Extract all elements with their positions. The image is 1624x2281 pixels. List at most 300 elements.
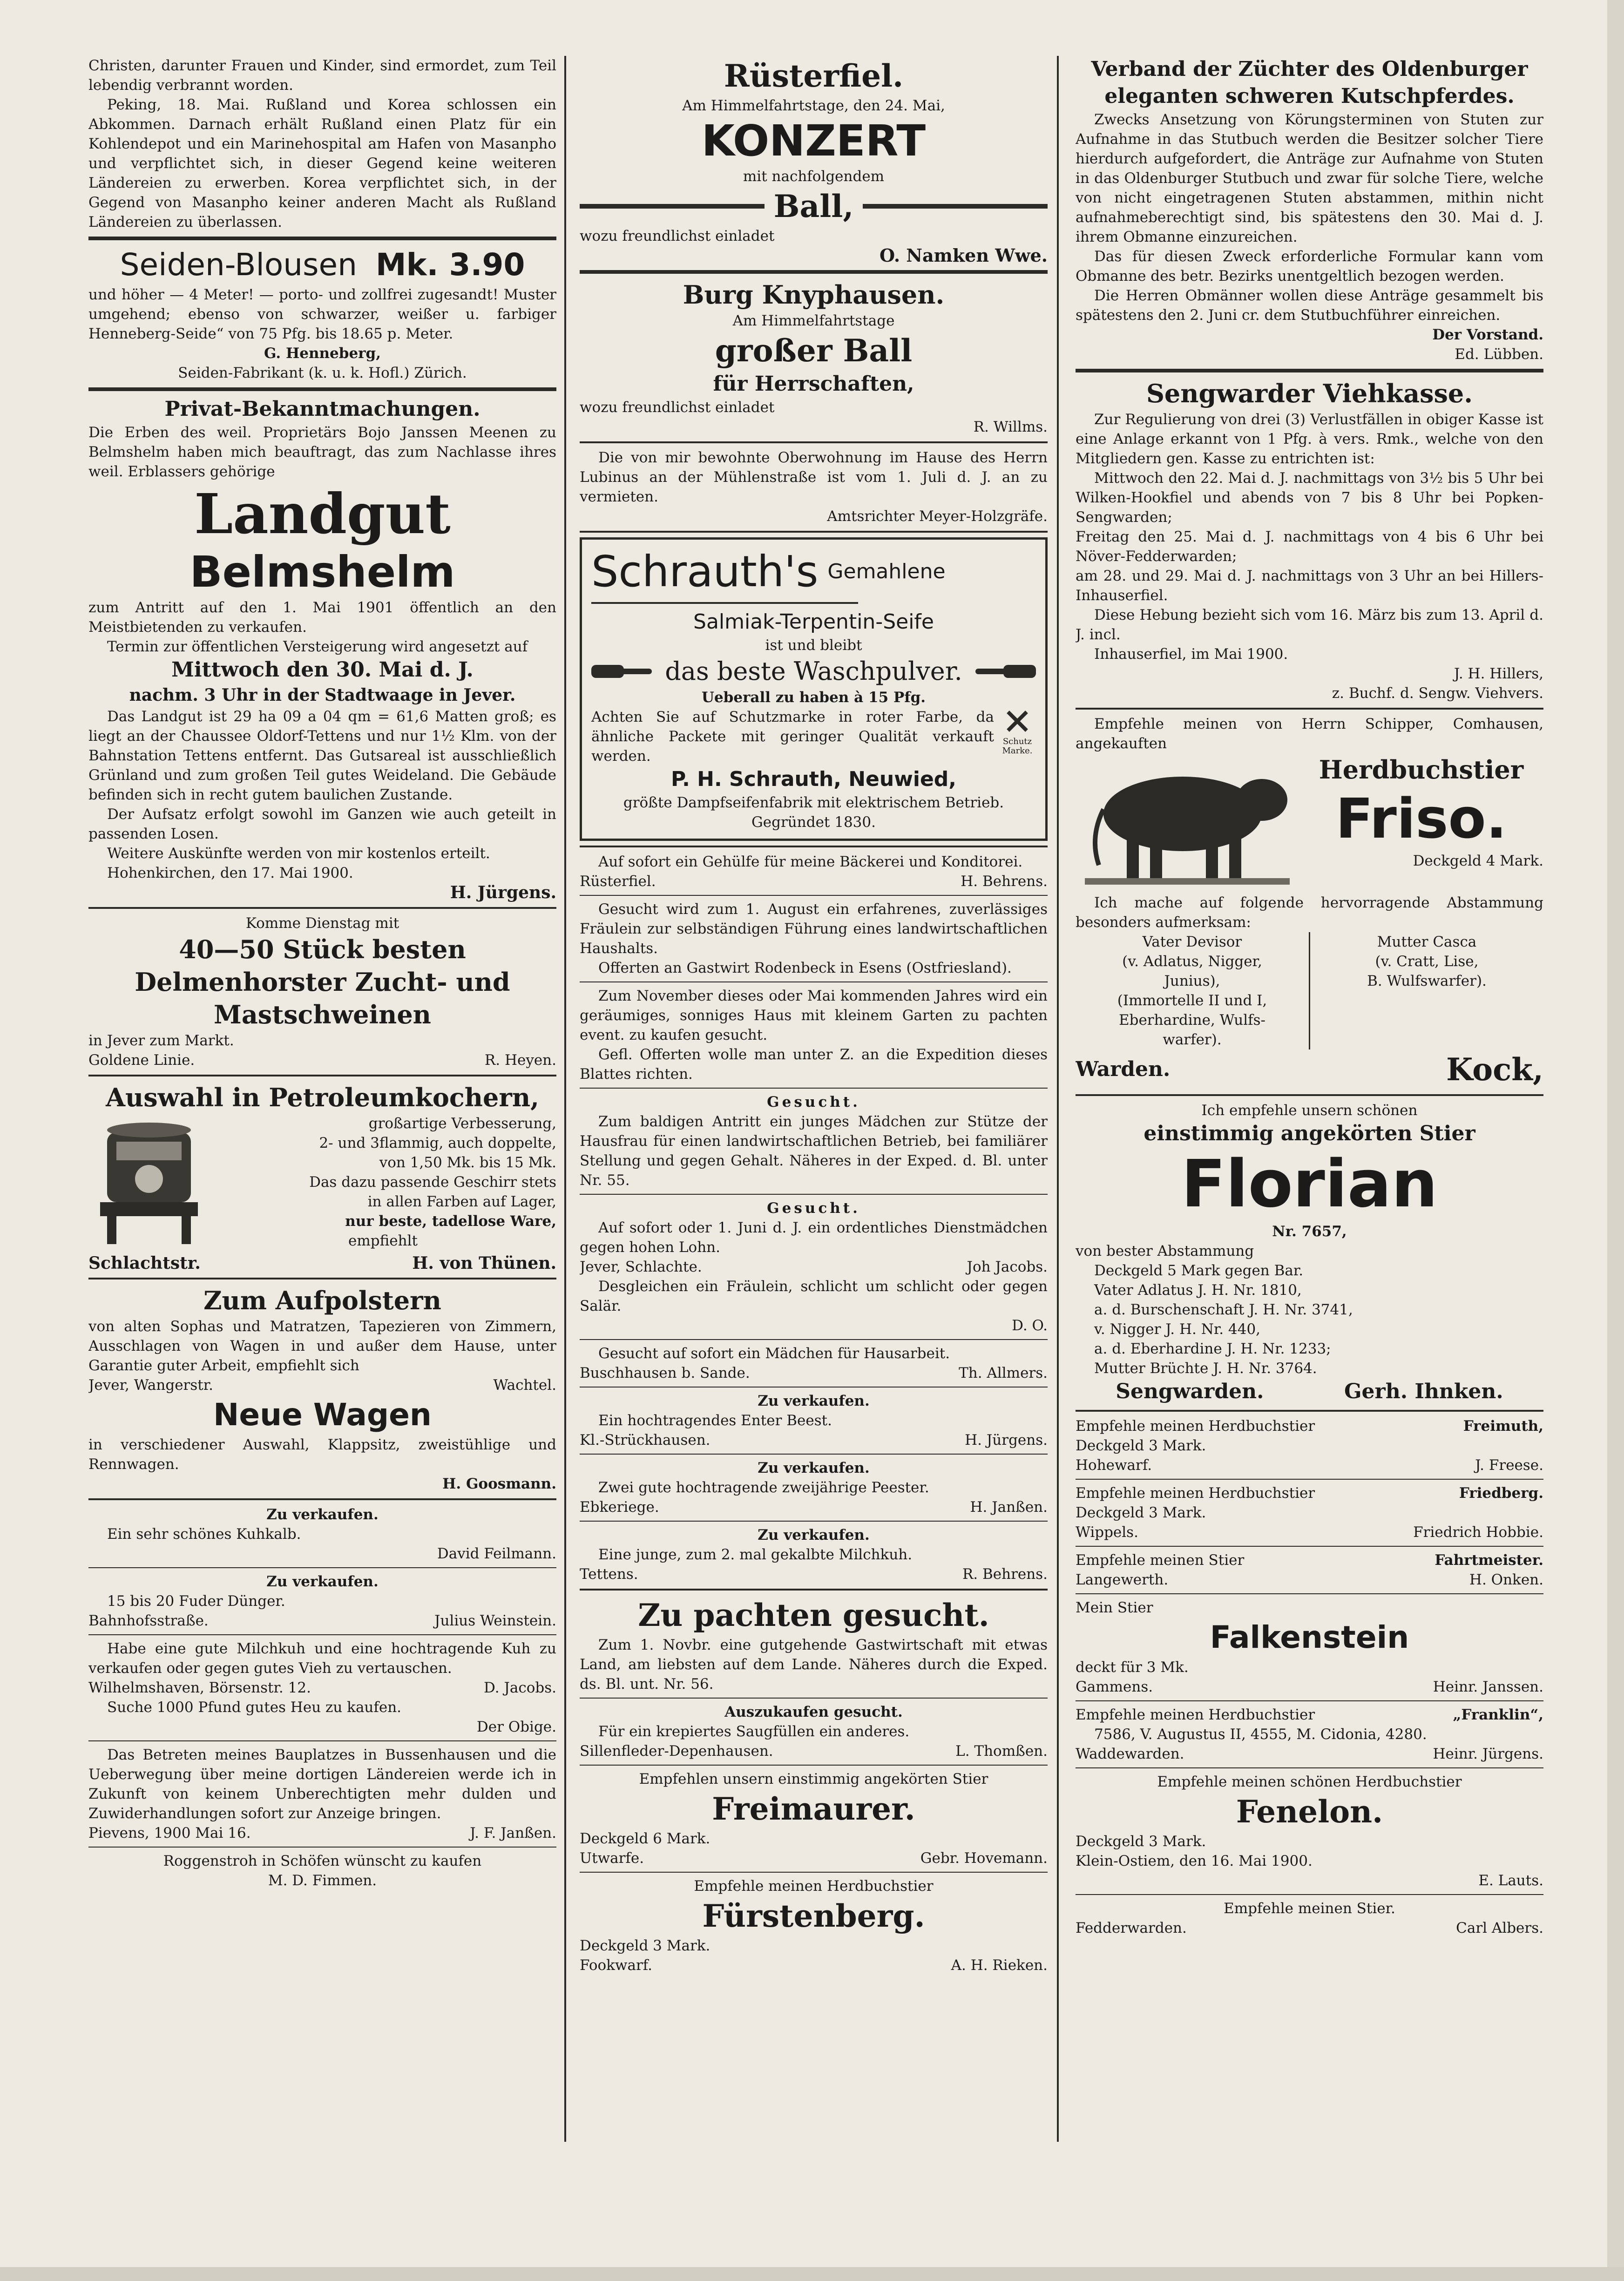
divider (580, 981, 1048, 982)
landgut-text: Das Landgut ist 29 ha 09 a 04 qm = 61,6 Matten groß; es liegt an der Chaussee Oldorf-Tettens und nur 1½ Klm. von der Bahnstation Tettens entfernt. Das Gutsareal ist ausschließlich Grünland und zum großen Teil gutes Weideland. Die Gebäude befinden sich in recht gutem baulichen Zustande. (88, 708, 556, 803)
divider (580, 1387, 1048, 1388)
ad-text: Deckgeld 3 Mark. (1076, 1437, 1206, 1454)
ad-text: 15 bis 20 Fuder Dünger. (107, 1593, 285, 1610)
ornament-rule (580, 204, 765, 209)
signature: A. H. Rieken. (951, 1957, 1048, 1974)
neue-wagen-heading: Neue Wagen (213, 1397, 432, 1433)
signature: H. Goosmann. (442, 1476, 556, 1492)
ad-text: Desgleichen ein Fräulein, schlicht um schlicht oder gegen Salär. (580, 1278, 1048, 1314)
belmshelm-heading: Belmshelm (189, 547, 455, 597)
small-heading: Auszukaufen gesucht. (724, 1704, 903, 1720)
signature: H. Jürgens. (450, 883, 556, 902)
ad-text: Am Himmelfahrtstage, den 24. Mai, (682, 97, 945, 114)
place: Utwarfe. (580, 1850, 644, 1867)
ad-text: Empfehle meinen von Herrn Schipper, Comhausen, angekauften (1076, 716, 1543, 752)
antritt-text: zum Antritt auf den 1. Mai 1901 öffentlich an den Meistbietenden zu verkaufen. (88, 599, 556, 636)
stove-illustration (88, 1114, 210, 1253)
divider (88, 907, 556, 909)
signature-row (1076, 1455, 1543, 1475)
waschpulver-row (591, 655, 1036, 688)
ad-line (1076, 1416, 1543, 1436)
ad-text: Empfehle meinen schönen Herdbuchstier (1157, 1773, 1462, 1790)
pedigree-line: Junius), (1164, 973, 1220, 989)
divider (580, 846, 1048, 847)
ad-text: Zum November dieses oder Mai kommenden Jahres wird ein geräumiges, sonniges Haus mit kleinem Garten zu pachten event. zu kaufen gesucht. (580, 988, 1048, 1043)
signature: L. Thomßen. (955, 1743, 1048, 1760)
delmenhorster-heading: Delmenhorster Zucht- und (135, 967, 510, 997)
divider (88, 1634, 556, 1635)
place: Gammens. (1076, 1679, 1153, 1695)
ad-text: Auf sofort ein Gehülfe für meine Bäckerei und Konditorei. (598, 853, 1023, 870)
ad-text: Deckgeld 3 Mark. (1076, 1833, 1206, 1850)
ad-text: Achten Sie auf Schutzmarke in roter Farbe, da ähnliche Packete mit geringer Qualität verkauft werden. (591, 709, 994, 765)
ad-text: Empfehle meinen Stier. (1224, 1900, 1395, 1917)
ad-text: 7586, V. Augustus II, 4555, M. Cidonia, 4280. (1094, 1726, 1427, 1743)
pedigree-table (1076, 932, 1543, 1049)
signature: Der Vorstand. (1432, 326, 1543, 343)
gemahlene-text: Gemahlene (827, 560, 946, 583)
friso-ad (1076, 753, 1543, 893)
komme-text: Komme Dienstag mit (245, 915, 399, 932)
divider (580, 1872, 1048, 1873)
ad-text: Zum baldigen Antritt ein junges Mädchen zur Stütze der Hausfrau für einen landwirtschaftlichen Betrieb, bei familiärer Stellung und gegen Gehalt. Näheres in der Exped. d. Bl. unter Nr. 55. (580, 1113, 1048, 1189)
signature-row (1076, 1049, 1543, 1090)
pedigree-line: Vater Devisor (1142, 934, 1242, 950)
ad-text: Empfehle meinen Herdbuchstier (1076, 1706, 1315, 1723)
place: Ebkeriege. (580, 1499, 659, 1516)
place: Rüsterfiel. (580, 873, 656, 890)
termin-line: Freitag den 25. Mai d. J. nachmittags von 4 bis 6 Uhr bei Növer-Fedderwarden; (1076, 528, 1543, 565)
signature: H. Jürgens. (965, 1432, 1048, 1448)
signature: Julius Weinstein. (434, 1612, 556, 1629)
signature-row (580, 1430, 1048, 1450)
place: Buschhausen b. Sande. (580, 1365, 750, 1381)
ad-text: Nr. 7657, (1272, 1223, 1347, 1240)
signature-row (580, 1956, 1048, 1975)
pedigree-vater (1076, 932, 1310, 1049)
ad-line (1076, 1550, 1543, 1570)
ad-text: Ein hochtragendes Enter Beest. (598, 1412, 832, 1429)
ad-text: Zwei gute hochtragende zweijährige Peester. (598, 1479, 929, 1496)
ad-text: Ich empfehle unsern schönen (1201, 1102, 1418, 1119)
jever-markt: in Jever zum Markt. (88, 1032, 234, 1049)
divider (88, 1278, 556, 1279)
salmiak-text: Salmiak-Terpentin-Seife (693, 610, 934, 634)
ad-text: Empfehlen unsern einstimmig angekörten Stier (639, 1771, 988, 1787)
signature: D. O. (1012, 1317, 1048, 1334)
blousen-text: und höher — 4 Meter! — porto- und zollfrei zugesandt! Muster umgehend; ebenso von schwarzer, weißer u. farbiger Henneberg-Seide“ von 75 Pfg. bis 18.65 p. Meter. (88, 286, 556, 342)
landgut-heading: Landgut (194, 481, 451, 546)
ad-text: wozu freundlichst einladet (580, 228, 775, 244)
signature: Heinr. Janssen. (1433, 1679, 1543, 1695)
friso-title (1299, 753, 1543, 871)
column-3 (1076, 56, 1543, 2142)
divider (591, 602, 858, 604)
ad-text: Klein-Ostiem, den 16. Mai 1900. (1076, 1853, 1313, 1869)
verband-heading: Verband der Züchter des Oldenburger (1091, 57, 1528, 81)
place: Bahnhofsstraße. (88, 1612, 209, 1629)
signature: R. Behrens. (962, 1566, 1048, 1583)
ad-text: Auf sofort oder 1. Juni d. J. ein ordentliches Dienstmädchen gegen hohen Lohn. (580, 1219, 1048, 1256)
ad-text: Gesucht auf sofort ein Mädchen für Hausarbeit. (598, 1345, 950, 1362)
small-heading: Zu verkaufen. (266, 1573, 379, 1590)
aufpolstern-text: von alten Sophas und Matratzen, Tapezieren von Zimmern, Ausschlagen von Wagen in und außer dem Hause, unter Garantie guter Arbeit, empfiehlt sich (88, 1318, 556, 1374)
pedigree-line: v. Nigger J. H. Nr. 440, (1094, 1321, 1261, 1338)
place: Langewerth. (1076, 1571, 1169, 1588)
termin-line: Mittwoch den 22. Mai d. J. nachmittags von 3½ bis 5 Uhr bei Wilken-Hookfiel und abends von 7 bis 8 Uhr bei Popken-Sengwarden; (1076, 470, 1543, 526)
divider (1076, 1767, 1543, 1768)
divider (1076, 1894, 1543, 1895)
divider (580, 1521, 1048, 1522)
place: Pievens, 1900 Mai 16. (88, 1825, 251, 1841)
small-heading: Gesucht. (767, 1094, 860, 1110)
signature: Th. Allmers. (959, 1365, 1048, 1381)
divider (580, 1194, 1048, 1195)
signature-row (580, 1497, 1048, 1517)
signature-row (580, 1741, 1048, 1761)
ad-text: Gegründet 1830. (751, 814, 876, 831)
ad-text: Deckgeld 3 Mark. (580, 1937, 710, 1954)
verband-heading-2: eleganten schweren Kutschpferdes. (1104, 84, 1515, 108)
ad-line (1076, 1483, 1543, 1503)
signature: O. Namken Wwe. (879, 245, 1048, 266)
hammer-icon (1003, 707, 1031, 735)
ad-text: Suche 1000 Pfund gutes Heu zu kaufen. (107, 1699, 402, 1716)
ruesterfiel-heading: Rüsterfiel. (724, 58, 904, 94)
ad-text: Deckgeld 6 Mark. (580, 1830, 710, 1847)
small-heading: Zu verkaufen. (758, 1460, 870, 1476)
signature: E. Lauts. (1478, 1872, 1543, 1889)
divider (88, 1847, 556, 1848)
pedigree-line: Mutter Brüchte J. H. Nr. 3764. (1094, 1360, 1317, 1377)
ad-text: Inhauserfiel, im Mai 1900. (1094, 646, 1288, 663)
ad-text: Zur Regulierung von drei (3) Verlustfällen in obiger Kasse ist eine Anlage erkannt von 1 Pfg. à vers. Rmk., welche von den Mitgliedern gen. Kasse zu entrichten ist: (1076, 411, 1543, 467)
fenelon-heading: Fenelon. (1236, 1794, 1383, 1830)
place: Sillenfleder-Depenhausen. (580, 1743, 773, 1760)
falkenstein-heading: Falkenstein (1210, 1619, 1409, 1655)
divider (88, 237, 556, 240)
signature: J. Freese. (1475, 1457, 1543, 1474)
signature: Gebr. Hovemann. (920, 1850, 1048, 1867)
divider (88, 387, 556, 391)
signature-row (1076, 1918, 1543, 1938)
signature: J. F. Janßen. (470, 1825, 556, 1841)
ad-text: Roggenstroh in Schöfen wünscht zu kaufen (163, 1853, 482, 1869)
petroleum-line: empfiehlt (348, 1232, 418, 1249)
signature: H. Onken. (1469, 1571, 1543, 1588)
place: Fookwarf. (580, 1957, 652, 1974)
signature-row (1076, 1523, 1543, 1542)
weitere-text: Weitere Auskünfte werden von mir kostenlos erteilt. (107, 845, 490, 862)
page-edge-bottom (0, 2267, 1624, 2281)
burg-heading: Burg Knyphausen. (683, 280, 945, 310)
place: Wippels. (1076, 1524, 1138, 1541)
petroleum-text (210, 1114, 556, 1251)
news-peking: Peking, 18. Mai. Rußland und Korea schlossen ein Abkommen. Darnach erhält Rußland einen Platz für ein Kohlendepot und ein Marinehospital am Hafen von Masanpho und verpflichtet sich, in dieser Gegend keine weiteren Ländereien zu erwerben. Korea verpflichtet sich, in der Gegend von Masanpho keiner anderen Macht als Rußland Ländereien zu überlassen. (88, 96, 556, 230)
ad-text: Ein sehr schönes Kuhkalb. (107, 1526, 301, 1543)
signature-row (580, 872, 1048, 891)
petroleum-line: in allen Farben auf Lager, (367, 1193, 556, 1210)
divider (580, 531, 1048, 533)
signature-row (580, 1564, 1048, 1584)
freimaurer-heading: Freimaurer. (712, 1791, 915, 1827)
ad-text: Zwecks Ansetzung von Körungsterminen von Stuten zur Aufnahme in das Stutbuch werden die Besitzer solcher Tiere hierdurch aufgefordert, die Anträge zur Aufnahme von Stuten in das Oldenburger Stutbuch und zwar für solche Tiere, welche von nicht eingetragenen Stuten abstammen, mithin nicht aufnahmeberechtigt sind, bis spätestens den 30. Mai d. J. ihrem Obmanne einzureichen. (1076, 111, 1543, 245)
signature: J. H. Hillers, (1454, 665, 1543, 682)
signature-row (88, 1375, 556, 1395)
ad-text: Gefl. Offerten wolle man unter Z. an die Expedition dieses Blattes richten. (580, 1046, 1048, 1083)
ad-text: Gesucht wird zum 1. August ein erfahrenes, zuverlässiges Fräulein zur selbständigen Führung eines landwirtschaftlichen Haushalts. (580, 901, 1048, 957)
divider (1076, 1094, 1543, 1096)
place: Goldene Linie. (88, 1052, 195, 1069)
column-divider (1057, 56, 1059, 2142)
small-heading: Zu verkaufen. (758, 1527, 870, 1543)
ball-row (580, 186, 1048, 226)
signature: D. Jacobs. (484, 1679, 556, 1696)
schrauth-header (591, 546, 1036, 597)
stier-name: Freimuth, (1463, 1418, 1543, 1435)
aufsatz-text: Der Aufsatz erfolgt sowohl im Ganzen wie auch geteilt in passenden Losen. (88, 806, 556, 842)
section-heading: Privat-Bekanntmachungen. (164, 397, 480, 421)
ad-text: Deckgeld 5 Mark gegen Bar. (1094, 1262, 1304, 1279)
pedigree-line: a. d. Burschenschaft J. H. Nr. 3741, (1094, 1301, 1353, 1318)
petroleum-ad (88, 1114, 556, 1253)
herdbuchstier-heading: Herdbuchstier (1319, 755, 1524, 785)
ad-text: ist und bleibt (765, 637, 862, 654)
small-heading: Zu verkaufen. (758, 1393, 870, 1409)
signature: Kock, (1446, 1051, 1543, 1088)
blousen-sig2: Seiden-Fabrikant (k. u. k. Hofl.) Zürich. (178, 365, 467, 381)
date-heading: Mittwoch den 30. Mai d. J. (171, 658, 474, 682)
divider (88, 1567, 556, 1568)
signature-row (1076, 1744, 1543, 1764)
achten-row (591, 707, 1036, 766)
ad-text: Offerten an Gastwirt Rodenbeck in Esens (Ostfriesland). (598, 960, 1012, 976)
signature: Heinr. Jürgens. (1433, 1746, 1543, 1762)
divider (1076, 1410, 1543, 1412)
schutzmarke-label: Schutz Marke. (1002, 737, 1033, 756)
signature: Ed. Lübben. (1455, 346, 1543, 363)
ad-text: Empfehle meinen Stier (1076, 1552, 1245, 1569)
florian-heading: Florian (1181, 1146, 1438, 1222)
divider (580, 1454, 1048, 1455)
ad-text: Die von mir bewohnte Oberwohnung im Hause des Herrn Lubinus an der Mühlenstraße ist vom 1. Juli d. J. an zu vermieten. (580, 449, 1048, 505)
wagen-text: in verschiedener Auswahl, Klappsitz, zweistühlige und Rennwagen. (88, 1436, 556, 1473)
divider (1076, 1700, 1543, 1701)
place: Kl.-Strückhausen. (580, 1432, 710, 1448)
stueck-heading: 40—50 Stück besten (179, 934, 466, 964)
mastschweinen-heading: Mastschweinen (214, 1000, 431, 1029)
signature-row (580, 1363, 1048, 1383)
termin-text: Termin zur öffentlichen Versteigerung wird angesetzt auf (107, 638, 528, 655)
stadtwaage-text: nachm. 3 Uhr in der Stadtwaage in Jever. (129, 685, 516, 705)
signature-row (88, 1678, 556, 1698)
divider (580, 1765, 1048, 1766)
small-heading: Zu verkaufen. (266, 1506, 379, 1523)
aufpolstern-heading: Zum Aufpolstern (203, 1286, 441, 1315)
divider (1076, 1593, 1543, 1594)
signature: H. Behrens. (961, 873, 1048, 890)
ad-text: Eine junge, zum 2. mal gekalbte Milchkuh. (598, 1546, 913, 1563)
petroleum-heading: Auswahl in Petroleumkochern, (106, 1083, 539, 1112)
grosser-ball-heading: großer Ball (715, 332, 913, 369)
blousen-sig: G. Henneberg, (264, 345, 381, 362)
petroleum-line: Das dazu passende Geschirr stets (309, 1174, 556, 1191)
ad-text: Diese Hebung bezieht sich vom 16. März bis zum 13. April d. J. incl. (1076, 607, 1543, 643)
signature: Gerh. Ihnken. (1344, 1380, 1503, 1403)
blousen-price: Mk. 3.90 (375, 247, 525, 283)
signature: David Feilmann. (437, 1545, 556, 1562)
waschpulver-heading: das beste Waschpulver. (665, 657, 962, 686)
schrauth-ad (580, 537, 1048, 841)
signature: R. Willms. (973, 419, 1048, 435)
column-2 (580, 56, 1048, 2142)
signature: M. D. Fimmen. (268, 1872, 377, 1889)
divider (88, 1498, 556, 1500)
signature: z. Buchf. d. Sengw. Viehvers. (1332, 685, 1543, 702)
schrauth-heading: Schrauth's (591, 547, 819, 596)
signature-row (88, 1050, 556, 1070)
ball-heading: Ball, (773, 188, 854, 224)
signature: Joh Jacobs. (967, 1259, 1048, 1275)
small-heading: Gesucht. (767, 1200, 860, 1217)
pointing-hand-icon (591, 661, 652, 682)
signature: Amtsrichter Meyer-Holzgräfe. (827, 508, 1048, 525)
page-edge-right (1607, 0, 1624, 2281)
divider (1076, 369, 1543, 372)
ad-text: Empfehle meinen Herdbuchstier (694, 1878, 934, 1895)
divider (580, 1088, 1048, 1089)
ad-text: mit nachfolgendem (743, 168, 885, 185)
pointing-hand-icon (975, 661, 1036, 682)
ornament-rule (863, 204, 1048, 209)
stier-name: Fahrtmeister. (1435, 1552, 1543, 1569)
ad-text: Das für diesen Zweck erforderliche Formular kann vom Obmanne des betr. Bezirks unentgeltlich bezogen werden. (1076, 248, 1543, 284)
pedigree-line: Mutter Casca (1377, 934, 1477, 950)
ad-text: Ueberall zu haben à 15 Pfg. (701, 689, 926, 706)
place: Wilhelmshaven, Börsenstr. 12. (88, 1679, 311, 1696)
ad-blousen-header (88, 245, 556, 285)
ad-text: Mein Stier (1076, 1599, 1153, 1616)
ad-text: Ich mache auf folgende hervorragende Abstammung besonders aufmerksam: (1076, 894, 1543, 931)
place: Warden. (1076, 1057, 1171, 1081)
ad-text: größte Dampfseifenfabrik mit elektrischem Betrieb. (623, 794, 1004, 811)
signature-row (88, 1611, 556, 1631)
pedigree-line: a. d. Eberhardine J. H. Nr. 1233; (1094, 1340, 1331, 1357)
place: Sengwarden. (1116, 1380, 1264, 1403)
signature: Der Obige. (476, 1719, 556, 1735)
stier-name: Friedberg. (1459, 1485, 1543, 1502)
ad-text: Zum 1. Novbr. eine gutgehende Gastwirtschaft mit etwas Land, am liebsten auf dem Lande. Näheres durch die Exped. ds. Bl. unt. Nr. 56. (580, 1637, 1048, 1692)
pedigree-line: (Immortelle II und I, (1117, 992, 1267, 1009)
friso-heading: Friso. (1335, 786, 1507, 851)
ad-text: Die Herren Obmänner wollen diese Anträge gesammelt bis spätestens den 2. Juni cr. dem Stutbuchführer einreichen. (1076, 287, 1543, 324)
pedigree-line: (v. Cratt, Lise, (1375, 953, 1479, 970)
divider (88, 1740, 556, 1741)
ad-text: Deckgeld 3 Mark. (1076, 1504, 1206, 1521)
fuerstenberg-heading: Fürstenberg. (702, 1898, 925, 1934)
place: Jever, Schlachte. (580, 1259, 702, 1275)
petroleum-line: großartige Verbesserung, (368, 1115, 556, 1132)
signature-row (88, 1823, 556, 1843)
ad-text: Empfehle meinen Herdbuchstier (1076, 1418, 1315, 1435)
ad-text: von bester Abstammung (1076, 1243, 1254, 1259)
ad-text: Deckgeld 4 Mark. (1413, 853, 1543, 869)
petroleum-line: von 1,50 Mk. bis 15 Mk. (379, 1154, 556, 1171)
erben-text: Die Erben des weil. Proprietärs Bojo Janssen Meenen zu Belmshelm haben mich beauftragt, das zum Nachlasse ihres weil. Erblassers gehörige (88, 424, 556, 480)
signature: Friedrich Hobbie. (1413, 1524, 1543, 1541)
divider (580, 895, 1048, 896)
ad-text: deckt für 3 Mk. (1076, 1659, 1189, 1676)
pedigree-mutter (1310, 932, 1543, 1049)
pedigree-line: (v. Adlatus, Nigger, (1122, 953, 1262, 970)
ad-text: Das Betreten meines Bauplatzes in Bussenhausen und die Ueberwegung über meine dortigen Ländereien werde ich in Zukunft von keinem Unberechtigten mehr dulden und Zuwiderhandlungen sofort zur Anzeige bringen. (88, 1746, 556, 1822)
place: Jever, Wangerstr. (88, 1377, 214, 1394)
ph-schrauth: P. H. Schrauth, Neuwied, (670, 767, 957, 791)
ad-text: Am Himmelfahrtstage (732, 312, 895, 329)
signature: Wachtel. (493, 1377, 556, 1394)
pedigree-line: warfer). (1163, 1031, 1222, 1048)
divider (580, 1589, 1048, 1591)
divider (1076, 1546, 1543, 1547)
place: Schlachtstr. (88, 1253, 201, 1273)
signature-row (580, 1257, 1048, 1277)
column-divider (564, 56, 566, 2142)
divider (580, 1339, 1048, 1340)
schutzmarke (999, 707, 1036, 756)
ad-text: Für ein krepiertes Saugfüllen ein anderes. (598, 1723, 910, 1740)
signature-row (580, 1848, 1048, 1868)
herrschaften-heading: für Herrschaften, (713, 372, 914, 396)
petroleum-line: 2- und 3flammig, auch doppelte, (319, 1135, 556, 1151)
ad-text: Habe eine gute Milchkuh und eine hochtragende Kuh zu verkaufen oder gegen gutes Vieh zu vertauschen. (88, 1640, 556, 1677)
signature: H. Janßen. (970, 1499, 1048, 1516)
signature: H. von Thünen. (412, 1253, 556, 1273)
signature: Carl Albers. (1456, 1920, 1543, 1936)
divider (580, 270, 1048, 274)
ad-line (1076, 1705, 1543, 1725)
column-1 (88, 56, 556, 2142)
signature-row (88, 1253, 556, 1273)
divider (580, 441, 1048, 443)
place: Hohewarf. (1076, 1457, 1152, 1474)
divider (1076, 1479, 1543, 1480)
stier-name: „Franklin“, (1453, 1706, 1543, 1723)
blousen-title: Seiden-Blousen (120, 247, 357, 283)
termin-line: am 28. und 29. Mai d. J. nachmittags von 3 Uhr an bei Hillers-Inhauserfiel. (1076, 568, 1543, 604)
signature-row (1076, 1677, 1543, 1697)
konzert-heading: KONZERT (701, 116, 926, 166)
pedigree-line: B. Wulfswarfer). (1367, 973, 1487, 989)
signature-row (1076, 1570, 1543, 1590)
place: Fedderwarden. (1076, 1920, 1187, 1936)
hohenkirchen-text: Hohenkirchen, den 17. Mai 1900. (107, 865, 353, 881)
bull-illustration (1076, 753, 1299, 893)
divider (580, 1698, 1048, 1699)
pedigree-line: Eberhardine, Wulfs- (1118, 1012, 1266, 1029)
divider (88, 1075, 556, 1076)
signature-row (1076, 1378, 1543, 1405)
place: Tettens. (580, 1566, 638, 1583)
ad-text: Empfehle meinen Herdbuchstier (1076, 1485, 1315, 1502)
pachten-heading: Zu pachten gesucht. (638, 1597, 989, 1633)
pedigree-line: Vater Adlatus J. H. Nr. 1810, (1094, 1282, 1302, 1299)
ad-text: wozu freundlichst einladet (580, 399, 775, 416)
place: Waddewarden. (1076, 1746, 1184, 1762)
petroleum-line: nur beste, tadellose Ware, (345, 1213, 556, 1230)
sengwarder-heading: Sengwarder Viehkasse. (1146, 379, 1473, 408)
einstimmig-heading: einstimmig angekörten Stier (1144, 1122, 1475, 1145)
divider (1076, 708, 1543, 710)
